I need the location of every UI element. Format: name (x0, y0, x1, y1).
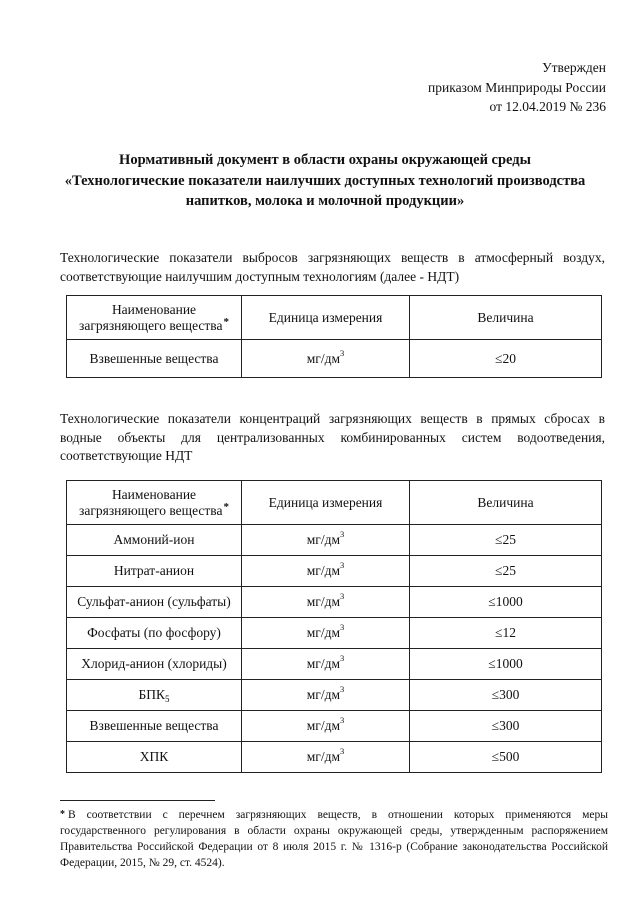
header-value-cell: Величина (410, 296, 602, 340)
table-header-row (67, 296, 602, 340)
unit-text: мг/дм (306, 350, 340, 366)
value-cell: ≤300 (410, 680, 602, 711)
unit-cell (242, 742, 410, 773)
value-cell: ≤25 (410, 525, 602, 556)
table-row (67, 587, 602, 618)
emissions-table (66, 295, 602, 378)
unit-text: мг/дм (306, 656, 340, 671)
unit-superscript: 3 (340, 746, 345, 756)
substance-subscript: 5 (165, 694, 170, 704)
table-row (67, 340, 602, 378)
unit-cell (242, 556, 410, 587)
table-row (67, 742, 602, 773)
unit-superscript: 3 (340, 715, 345, 725)
value-cell: ≤12 (410, 618, 602, 649)
table-row (67, 711, 602, 742)
value-cell: ≤1000 (410, 649, 602, 680)
substance-name-cell (67, 680, 242, 711)
header-name-cell (67, 296, 242, 340)
substance-name-cell (67, 525, 242, 556)
unit-text: мг/дм (306, 718, 340, 733)
header-name-label: Наименование загрязняющего вещества (79, 301, 223, 333)
title-line-1: Нормативный документ в области охраны окружающей среды (119, 152, 531, 168)
table-row (67, 680, 602, 711)
value-cell: ≤1000 (410, 587, 602, 618)
title-line-2: «Технологические показатели наилучших доступных технологий производства (64, 172, 586, 189)
value-cell: ≤20 (410, 340, 602, 378)
unit-cell (242, 649, 410, 680)
unit-superscript: 3 (340, 653, 345, 663)
substance-name: БПК (138, 687, 165, 702)
unit-cell (242, 711, 410, 742)
footnote-separator (60, 800, 215, 801)
section2-intro: Технологические показатели концентраций загрязняющих веществ в прямых сбросах в водные объекты для централизованных комбинированных систем водоотведения, соответствующие НДТ (60, 411, 605, 463)
substance-name: Фосфаты (по фосфору) (87, 625, 221, 640)
unit-text: мг/дм (306, 594, 340, 609)
table-row (67, 649, 602, 680)
unit-cell (242, 587, 410, 618)
unit-superscript: 3 (340, 560, 345, 570)
substance-name-cell (67, 587, 242, 618)
unit-superscript: 3 (340, 622, 345, 632)
substance-name-cell (67, 340, 242, 378)
value-cell: ≤25 (410, 556, 602, 587)
unit-superscript: 3 (340, 591, 345, 601)
unit-text: мг/дм (306, 687, 340, 702)
unit-text: мг/дм (306, 563, 340, 578)
approval-line-1: Утвержден (542, 60, 606, 75)
substance-name: Хлорид-анион (хлориды) (81, 656, 227, 671)
footnote (60, 807, 608, 871)
approval-line-3: от 12.04.2019 № 236 (489, 99, 606, 114)
unit-text: мг/дм (306, 749, 340, 764)
table-row (67, 556, 602, 587)
header-value-cell: Величина (410, 481, 602, 525)
table-row (67, 618, 602, 649)
section1-intro: Технологические показатели выбросов загрязняющих веществ в атмосферный воздух, соответствующие наилучшим доступным технологиям (далее - НДТ) (60, 250, 605, 284)
substance-name-cell (67, 649, 242, 680)
value-cell: ≤500 (410, 742, 602, 773)
unit-cell (242, 618, 410, 649)
document-title (40, 150, 610, 212)
footnote-text: В соответствии с перечнем загрязняющих веществ, в отношении которых применяются меры государственного регулирования в области охраны окружающей среды, утвержденным распоряжением Правительства Российской Федерации от 8 июля 2015 г. № 1316-р (Собрание законодательства Российской Федерации, 2015, № 29, ст. 4524). (60, 809, 608, 869)
substance-name-cell (67, 618, 242, 649)
footnote-mark: * (60, 809, 65, 820)
substance-name-cell (67, 742, 242, 773)
header-unit-cell: Единица измерения (242, 481, 410, 525)
unit-text: мг/дм (306, 532, 340, 547)
table-header-row (67, 481, 602, 525)
unit-cell (242, 525, 410, 556)
header-name-label: Наименование загрязняющего вещества (79, 486, 223, 518)
substance-name: ХПК (139, 749, 169, 764)
substance-name: Сульфат-анион (сульфаты) (77, 594, 231, 609)
unit-superscript: 3 (340, 684, 345, 694)
footnote-marker: * (223, 500, 229, 513)
header-name-cell (67, 481, 242, 525)
substance-name-cell (67, 556, 242, 587)
unit-cell (242, 340, 410, 378)
discharges-table (66, 480, 602, 773)
header-unit-cell: Единица измерения (242, 296, 410, 340)
footnote-marker: * (223, 315, 229, 328)
unit-superscript: 3 (340, 529, 345, 539)
substance-name: Аммоний-ион (113, 532, 195, 547)
substance-name-cell (67, 711, 242, 742)
table-row (67, 525, 602, 556)
value-cell: ≤300 (410, 711, 602, 742)
unit-superscript: 3 (340, 347, 345, 358)
substance-name: Нитрат-анион (113, 563, 195, 578)
title-line-3: напитков, молока и молочной продукции» (185, 193, 465, 209)
unit-text: мг/дм (306, 625, 340, 640)
approval-line-2: приказом Минприроды России (428, 79, 606, 95)
substance-name: Взвешенные вещества (89, 718, 219, 733)
substance-name: Взвешенные вещества (89, 350, 219, 366)
approval-block (428, 58, 606, 117)
unit-cell (242, 680, 410, 711)
